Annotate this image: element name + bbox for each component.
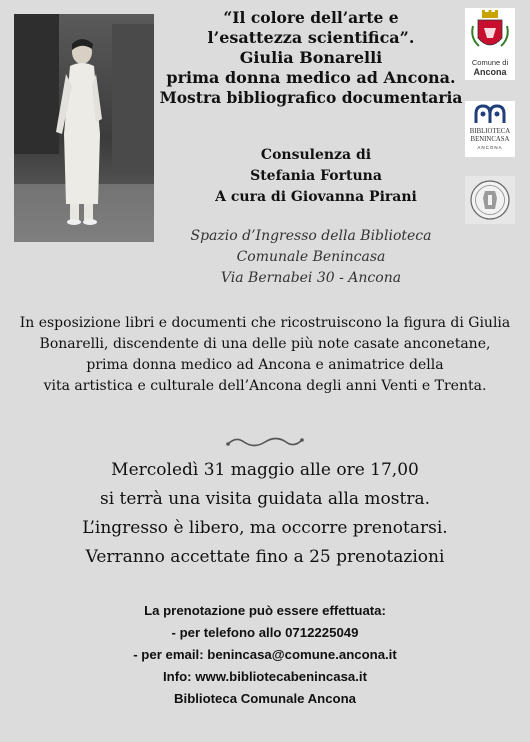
ancona-crest-icon [465, 8, 515, 56]
venue [158, 226, 464, 289]
benincasa-logo-label: ANCONA [477, 145, 503, 150]
venue-line: Via Bernabei 30 - Ancona [220, 270, 402, 286]
description-line: prima donna medico ad Ancona e animatrice della [86, 357, 444, 373]
exhibition-title [158, 8, 464, 108]
benincasa-logo-label: BIBLIOTECA [469, 128, 511, 135]
booking-line: Biblioteca Comunale Ancona [174, 691, 356, 706]
description-line: Bonarelli, discendente di una delle più note casate anconetane, [39, 336, 491, 352]
credits [196, 145, 436, 208]
booking-email: - per email: benincasa@comune.ancona.it [133, 647, 397, 662]
credits-line: Stefania Fortuna [250, 168, 382, 184]
title-line: prima donna medico ad Ancona. [166, 68, 456, 87]
seal-icon [465, 176, 515, 224]
ancona-logo-label: Comune di [471, 58, 509, 67]
benincasa-logo-label: BENINCASA [470, 136, 510, 143]
event-line: Mercoledì 31 maggio alle ore 17,00 [111, 460, 419, 480]
portrait-photo [14, 14, 154, 242]
booking-website: Info: www.bibliotecabenincasa.it [163, 669, 367, 684]
event-info [0, 456, 530, 572]
title-line: Mostra bibliografico documentaria [159, 88, 463, 107]
benincasa-arches-icon [465, 101, 515, 125]
event-line: Verranno accettate fino a 25 prenotazioni [85, 547, 445, 567]
title-line: Giulia Bonarelli [239, 48, 383, 67]
credits-line: A cura di Giovanna Pirani [215, 189, 417, 205]
venue-line: Spazio d’Ingresso della Biblioteca [190, 228, 432, 244]
description [4, 313, 526, 397]
booking-info [0, 600, 530, 710]
biblioteca-benincasa-logo [465, 101, 515, 157]
flourish-divider [224, 433, 306, 451]
venue-line: Comunale Benincasa [236, 249, 386, 265]
description-line: vita artistica e culturale dell’Ancona degli anni Venti e Trenta. [43, 378, 487, 394]
booking-line: La prenotazione può essere effettuata: [144, 603, 386, 618]
event-line: L’ingresso è libero, ma occorre prenotarsi. [82, 518, 448, 538]
portrait-illustration [14, 14, 154, 242]
credits-line: Consulenza di [260, 147, 372, 163]
booking-phone: - per telefono allo 0712225049 [171, 625, 359, 640]
event-line: si terrà una visita guidata alla mostra. [99, 489, 431, 509]
title-line: l’esattezza scientifica”. [207, 28, 415, 47]
ancona-logo-label: Ancona [473, 67, 507, 77]
comune-ancona-logo [465, 8, 515, 80]
description-line: In esposizione libri e documenti che ricostruiscono la figura di Giulia [19, 315, 511, 331]
title-line: “Il colore dell’arte e [223, 8, 399, 27]
seal-logo [465, 176, 515, 224]
